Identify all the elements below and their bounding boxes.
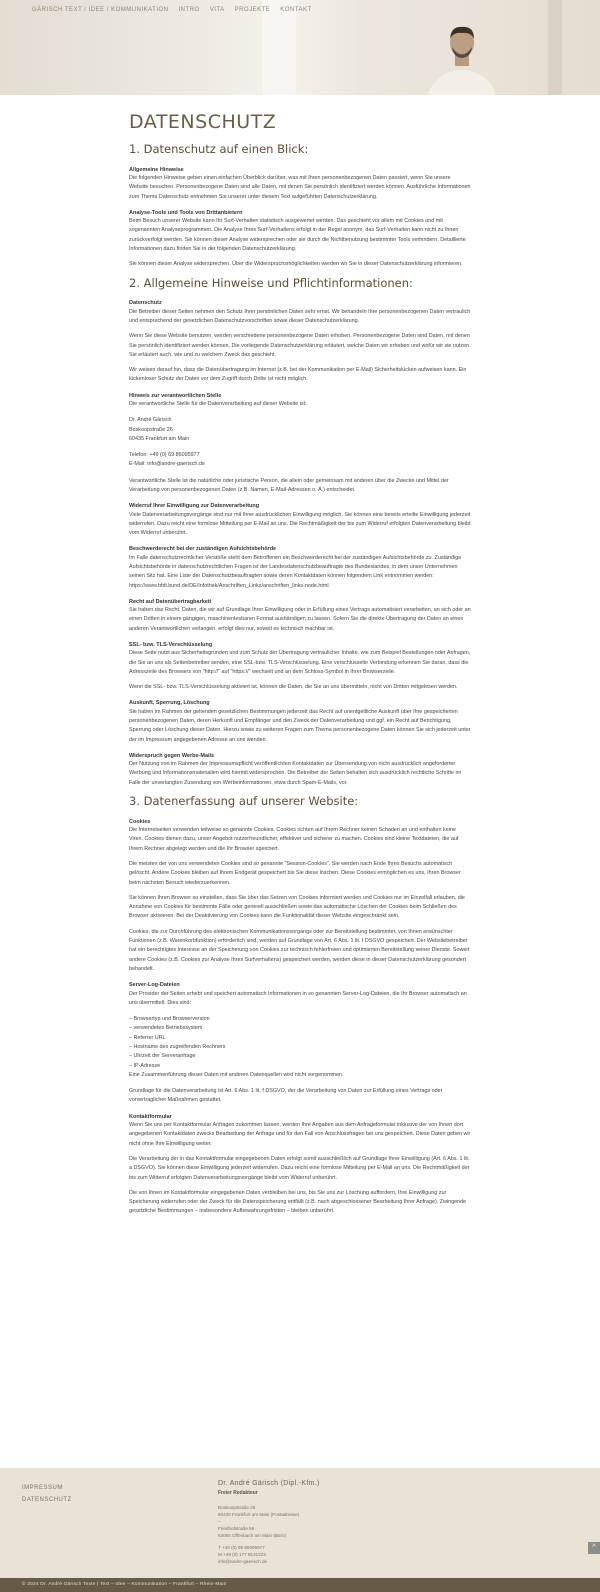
block-heading: Widerspruch gegen Werbe-Mails [129, 752, 215, 759]
paragraph: Die meisten der von uns verwendeten Cookies sind so genannte "Session-Cookies". Sie werden nach Ende Ihres Besuchs automatisch gelöscht. Andere Cookies bleiben auf Ihrem Endgerät gespeichert bis Sie diese löschen. Diese Cookies ermöglichen es uns, Ihren Browser beim nächsten Besuch wiederzuerkennen. [129, 860, 461, 886]
text-block [129, 1015, 471, 1080]
footer-link-impressum[interactable]: IMPRESSUM [22, 1485, 63, 1491]
block-heading: Analyse-Tools und Tools von Drittanbietern [129, 209, 243, 216]
paragraph: Der Nutzung von im Rahmen der Impressumspflicht veröffentlichten Kontaktdaten zur Übersendung von nicht ausdrücklich angeforderter Werbung und Informationsmaterialien wird hiermit widersprochen. Die Betreiber der Seiten behalten sich ausdrücklich rechtliche Schritte im Falle der unverlangten Zusendung von Werbeinformationen, etwa durch Spam-E-Mails, vor. [129, 761, 462, 786]
footer-email[interactable]: info@andre-gaerisch.de [218, 1558, 268, 1564]
section-title: 1. Datenschutz auf einen Blick: [129, 141, 309, 156]
copyright-text: © 2024 Dr. André Gärisch Texte | Text – Idee – Kommunikation – Frankfurt – Rhein-Main [22, 1582, 227, 1587]
section-title: 3. Datenerfassung auf unserer Website: [129, 794, 359, 809]
text-block [129, 981, 471, 1008]
text-block [129, 451, 471, 470]
paragraph: Beim Besuch unserer Website kann Ihr Surf-Verhalten statistisch ausgewertet werden. Das geschieht vor allem mit Cookies und mit sogenannten Analyseprogrammen. Die Analyse Ihres Surf-Verhaltens erfolgt in der Regel anonym; das Surf-Verhalten kann nicht zu Ihnen zurückverfolgt werden. Sie können dieser Analyse widersprechen oder sie durch die Nichtbenutzung bestimmter Tools verhindern. Detaillierte Informationen dazu finden Sie in der folgenden Datenschutzerklärung. [129, 218, 466, 252]
footer-address-line: – [218, 1519, 221, 1525]
paragraph: Sie haben das Recht, Daten, die wir auf Grundlage Ihrer Einwilligung oder in Erfüllung eines Vertrags automatisiert verarbeiten, an sich oder an einen Dritten in einem gängigen, maschinenlesbaren Format aushändigen zu lassen. Sofern Sie die direkte Übertragung der Daten an einen anderen Verantwortlichen verlangen, erfolgt dies nur, soweit es technisch machbar ist. [129, 607, 471, 632]
block-heading: Cookies [129, 818, 151, 825]
header-banner [0, 0, 600, 95]
decor-column [262, 0, 296, 95]
block-heading: SSL- bzw. TLS-Verschlüsselung [129, 642, 213, 649]
text-block [129, 416, 471, 444]
paragraph: Die Verarbeitung der in das Kontaktformular eingegebenen Daten erfolgt somit ausschließlich auf Grundlage Ihrer Einwilligung (Art. 6 Abs. 1 lit. a DSGVO). Sie können diese Einwilligung jederzeit widerrufen. Dazu reicht eine formlose Mitteilung per E-Mail an uns. Die Rechtmäßigkeit der bis zum Widerruf erfolgten Datenverarbeitungsvorgänge bleibt vom Widerruf unberührt. [129, 1155, 470, 1181]
footer-link-datenschutz[interactable]: DATENSCHUTZ [22, 1497, 72, 1503]
text-block [129, 598, 471, 634]
block-heading: Recht auf Datenübertragbarkeit [129, 598, 212, 605]
page-title: DATENSCHUTZ [129, 111, 277, 133]
list-item: – Referrer URL [129, 1034, 166, 1041]
paragraph: Sie haben im Rahmen der geltenden gesetzlichen Bestimmungen jederzeit das Recht auf unentgeltliche Auskunft über Ihre gespeicherten personenbezogenen Daten, deren Herkunft und Empfänger und den Zweck der Datenverarbeitung und ggf. ein Recht auf Berichtigung, Sperrung oder Löschung dieser Daten. Hierzu sowie zu weiteren Fragen zum Thema personenbezogene Daten können Sie sich jederzeit unter der im Impressum angegebenen Adresse an uns wenden. [129, 708, 471, 743]
text-block [129, 545, 471, 590]
footer-address-line: 63065 Offenbach am Main (Büro) [218, 1533, 287, 1539]
text-block [129, 1113, 471, 1217]
list-item: – verwendetes Betriebssystem [129, 1025, 203, 1032]
block-heading: Datenschutz [129, 300, 162, 307]
paragraph: Im Falle datenschutzrechtlicher Verstöße steht dem Betroffenen ein Beschwerderecht bei der zuständigen Aufsichtsbehörde zu. Zuständige Aufsichtsbehörde in datenschutzrechtlichen Fragen ist der Landesdatenschutzbeauftragte des Bundeslandes, in dem unser Unternehmen seinen Sitz hat. Eine Liste der Datenschutzbeauftragten sowie deren Kontaktdaten können folgendem Link entnommen werden: https://www.bfdi.bund.de/DE/Infothek/Anschriften_Links/anschriften_links-node.html. [129, 554, 462, 589]
paragraph: Wenn Sie diese Website benutzen, werden verschiedene personenbezogene Daten erhoben. Personenbezogene Daten sind Daten, mit denen Sie persönlich identifiziert werden können. Die vorliegende Datenschutzerklärung erläutert, welche Daten wir erheben und wofür wir sie nutzen. Sie erläutert auch, wie und zu welchem Zweck das geschieht. [129, 333, 471, 358]
scroll-to-top-button[interactable] [588, 1542, 600, 1554]
section-title: 2. Allgemeine Hinweise und Pflichtinformationen: [129, 275, 413, 290]
nav-item-intro[interactable]: INTRO [178, 7, 200, 13]
paragraph: Wenn Sie uns per Kontaktformular Anfragen zukommen lassen, werden Ihre Angaben aus dem Anfrageformular inklusive der von Ihnen dort angegebenen Kontaktdaten zwecks Bearbeitung der Anfrage und für den Fall von Anschlussfragen bei uns gespeichert. Diese Daten geben wir nicht ohne Ihre Einwilligung weiter. [129, 1122, 471, 1147]
footer [0, 1468, 600, 1578]
footer-links [22, 1482, 72, 1506]
list-item: – Browsertyp und Browserversion [129, 1016, 210, 1023]
text-block [129, 477, 471, 496]
nav-item-vita[interactable]: VITA [209, 7, 225, 13]
text-block [129, 299, 471, 384]
footer-address-line: Friedhofstraße 59 [218, 1526, 255, 1532]
nav-brand[interactable]: GÄRISCH TEXT / IDEE / KOMMUNIKATION [32, 7, 169, 13]
block-heading: Auskunft, Sperrung, Löschung [129, 700, 210, 707]
block-heading: Allgemeine Hinweise [129, 166, 184, 173]
nav-item-projekte[interactable]: PROJEKTE [234, 7, 271, 13]
list-item: – Hostname des zugreifenden Rechners [129, 1043, 226, 1050]
footer-address [218, 1480, 320, 1565]
nav-item-kontakt[interactable]: KONTAKT [280, 7, 312, 13]
list-item: 60435 Frankfurt am Main [129, 435, 190, 442]
block-heading: Server-Log-Dateien [129, 982, 180, 989]
copyright-bar [0, 1578, 600, 1592]
list-item: E-Mail: info@andre-gaerisch.de [129, 461, 205, 468]
footer-role: Freier Redakteur [218, 1490, 258, 1496]
paragraph: Wenn die SSL- bzw. TLS-Verschlüsselung aktiviert ist, können die Daten, die Sie an uns übermitteln, nicht von Dritten mitgelesen werden. [129, 684, 458, 691]
block-heading: Kontaktformular [129, 1113, 172, 1120]
portrait-photo [427, 20, 497, 95]
footer-phone[interactable]: T +49 (0) 69 86095977 [218, 1544, 265, 1550]
block-heading: Widerruf Ihrer Einwilligung zur Datenverarbeitung [129, 503, 260, 510]
paragraph: Viele Datenverarbeitungsvorgänge sind nur mit Ihrer ausdrücklichen Einwilligung möglich. Sie können eine bereits erteilte Einwilligung jederzeit widerrufen. Dazu reicht eine formlose Mitteilung per E-Mail an uns. Die Rechtmäßigkeit der bis zum Widerruf erfolgten Datenverarbeitung bleibt vom Widerruf unberührt. [129, 511, 471, 537]
text-block [129, 699, 471, 744]
footer-name: Dr. André Gärisch (Dipl.-Kfm.) [218, 1480, 320, 1487]
paragraph: Die Betreiber dieser Seiten nehmen den Schutz Ihrer persönlichen Daten sehr ernst. Wir behandeln Ihre personenbezogenen Daten vertraulich und entsprechend der gesetzlichen Datenschutzvorschriften sowie dieser Datenschutzerklärung. [129, 308, 471, 324]
paragraph: Die folgenden Hinweise geben einen einfachen Überblick darüber, was mit Ihren personenbezogenen Daten passiert, wenn Sie unsere Website besuchen. Personenbezogene Daten sind alle Daten, mit denen Sie persönlich identifiziert werden können. Ausführliche Informationen zum Thema Datenschutz entnehmen Sie unserer unter diesem Text aufgeführten Datenschutzerklärung. [129, 174, 471, 200]
chevron-up-icon: ^ [592, 1544, 596, 1551]
list-item: – IP-Adresse [129, 1062, 161, 1069]
text-block [129, 641, 471, 692]
paragraph: Sie können dieser Analyse widersprechen. Über die Widerspruchsmöglichkeiten werden wir Sie in dieser Datenschutzerklärung informieren. [129, 261, 463, 268]
text-block [129, 818, 471, 974]
list-item: Eine Zusammenführung dieser Daten mit anderen Datenquellen wird nicht vorgenommen. [129, 1071, 344, 1078]
text-block [129, 752, 471, 788]
decor-column-right [548, 0, 562, 95]
paragraph: Die Internetseiten verwenden teilweise so genannte Cookies. Cookies richten auf Ihrem Rechner keinen Schaden an und enthalten keine Viren. Cookies dienen dazu, unser Angebot nutzerfreundlicher, effektiver und sicherer zu machen. Cookies sind kleine Textdateien, die auf Ihrem Rechner abgelegt werden und die Ihr Browser speichert. [129, 827, 459, 852]
footer-address-line: 60435 Frankfurt am Main (Postadresse) [218, 1512, 300, 1518]
text-block [129, 502, 471, 538]
text-block [129, 1087, 471, 1106]
list-item: Boskoopstraße 26 [129, 426, 173, 433]
list-item: Telefon: +49 (0) 69 86095977 [129, 452, 200, 459]
paragraph: Cookies, die zur Durchführung des elektronischen Kommunikationsvorgangs oder zur Bereitstellung bestimmter, von Ihnen erwünschter Funktionen (z.B. Warenkorbfunktion) erforderlich sind, werden auf Grundlage von Art. 6 Abs. 1 lit. f DSGVO gespeichert. Der Websitebetreiber hat ein berechtigtes Interesse an der Speicherung von Cookies zur technisch fehlerfreien und optimierten Bereitstellung seiner Dienste. Soweit andere Cookies (z.B. Cookies zur Analyse Ihres Surfverhaltens) gespeichert werden, werden diese in dieser Datenschutzerklärung gesondert behandelt. [129, 928, 470, 972]
text-block [129, 166, 471, 202]
main-content [129, 112, 471, 1224]
footer-mobile[interactable]: M +49 (0) 177 8131222 [218, 1551, 266, 1557]
list-item: Dr. André Gärisch [129, 417, 172, 424]
paragraph: Die von Ihnen im Kontaktformular eingegebenen Daten verbleiben bei uns, bis Sie uns zur Löschung auffordern, Ihre Einwilligung zur Speicherung widerrufen oder der Zweck für die Datenspeicherung entfällt (z.B. nach abgeschlossener Bearbeitung Ihrer Anfrage). Zwingende gesetzliche Bestimmungen – insbesondere Aufbewahrungsfristen – bleiben unberührt. [129, 1189, 467, 1215]
list-item: – Uhrzeit der Serveranfrage [129, 1053, 196, 1060]
paragraph: Verantwortliche Stelle ist die natürliche oder juristische Person, die allein oder gemeinsam mit anderen über die Zwecke und Mittel der Verarbeitung von personenbezogenen Daten (z.B. Namen, E-Mail-Adressen o. Ä.) entscheidet. [129, 477, 449, 494]
paragraph: Wir weisen darauf hin, dass die Datenübertragung im Internet (z.B. bei der Kommunikation per E-Mail) Sicherheitslücken aufweisen kann. Ein lückenloser Schutz der Daten vor dem Zugriff durch Dritte ist nicht möglich. [129, 367, 467, 383]
paragraph: Grundlage für die Datenverarbeitung ist Art. 6 Abs. 1 lit. f DSGVO, der die Verarbeitung von Daten zur Erfüllung eines Vertrags oder vorvertraglicher Maßnahmen gestattet. [129, 1088, 443, 1104]
privacy-sections [129, 143, 471, 1217]
footer-address-line: Boskoopstraße 26 [218, 1505, 256, 1510]
text-block [129, 209, 471, 270]
block-heading: Hinweis zur verantwortlichen Stelle [129, 392, 222, 399]
paragraph: Die verantwortliche Stelle für die Datenverarbeitung auf dieser Website ist: [129, 400, 307, 407]
paragraph: Sie können Ihren Browser so einstellen, dass Sie über das Setzen von Cookies informiert werden und Cookies nur im Einzelfall erlauben, die Annahme von Cookies für bestimmte Fälle oder generell ausschließen sowie das automatische Löschen der Cookies beim Schließen des Browser aktivieren. Bei der Deaktivierung von Cookies kann die Funktionalität dieser Website eingeschränkt sein. [129, 894, 465, 920]
text-block [129, 392, 471, 410]
paragraph: Diese Seite nutzt aus Sicherheitsgründen und zum Schutz der Übertragung vertraulicher Inhalte, wie zum Beispiel Bestellungen oder Anfragen, die Sie an uns als Seitenbetreiber senden, eine SSL-bzw. TLS-Verschlüsselung. Eine verschlüsselte Verbindung erkennen Sie daran, dass die Adresszeile des Browsers von "http://" auf "https://" wechselt und an dem Schloss-Symbol in Ihrer Browserzeile. [129, 650, 471, 675]
main-nav [32, 7, 312, 13]
block-heading: Beschwerderecht bei der zuständigen Aufsichtsbehörde [129, 546, 277, 553]
paragraph: Der Provider der Seiten erhebt und speichert automatisch Informationen in so genannten Server-Log-Dateien, die Ihr Browser automatisch an uns übermittelt. Dies sind: [129, 990, 467, 1006]
